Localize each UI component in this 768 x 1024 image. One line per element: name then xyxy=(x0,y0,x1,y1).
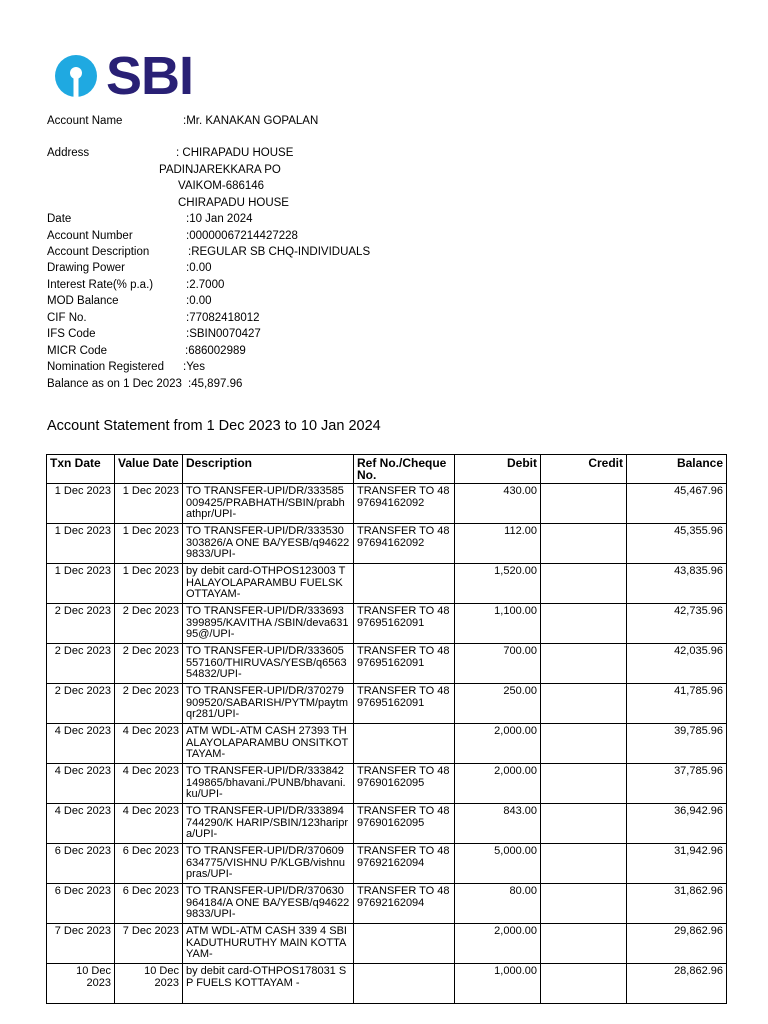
txn-date-cell xyxy=(47,684,115,724)
interest-rate-value: :2.7000 xyxy=(186,279,225,291)
balance-text: 36,942.96 xyxy=(674,806,723,817)
debit-cell xyxy=(455,524,541,564)
value-date-text: 6 Dec 2023 xyxy=(122,886,179,897)
credit-text xyxy=(544,886,623,921)
txn-date-text: 6 Dec 2023 xyxy=(54,846,111,857)
debit-text: 843.00 xyxy=(503,806,537,817)
txn-date-cell xyxy=(47,644,115,684)
description-text: TO TRANSFER-UPI/DR/333693399895/KAVITHA /SBIN/deva63195@/UPI- xyxy=(186,606,349,640)
account-name-value: :Mr. KANAKAN GOPALAN xyxy=(183,115,319,127)
ref-no-text: TRANSFER TO 4897692162094 xyxy=(357,846,450,869)
value-date-cell xyxy=(115,844,183,884)
table-row xyxy=(47,644,727,684)
balance-cell xyxy=(627,484,727,524)
txn-date-text: 10 Dec 2023 xyxy=(76,966,111,989)
credit-cell xyxy=(541,884,627,924)
ref-no-text: TRANSFER TO 4897695162091 xyxy=(357,686,450,709)
description-cell xyxy=(183,684,354,724)
debit-text: 80.00 xyxy=(509,886,537,897)
balance-cell xyxy=(627,884,727,924)
credit-text xyxy=(544,606,623,641)
table-row xyxy=(47,804,727,844)
ref-no-cell xyxy=(354,564,455,604)
balance-cell xyxy=(627,804,727,844)
address-label: Address xyxy=(47,147,90,159)
description-text: TO TRANSFER-UPI/DR/333530303826/A ONE BA/YESB/q946229833/UPI- xyxy=(186,526,350,560)
sbi-logo-text: SBI xyxy=(106,46,194,106)
value-date-text: 7 Dec 2023 xyxy=(122,926,179,937)
value-date-text: 1 Dec 2023 xyxy=(122,526,179,537)
ref-no-text xyxy=(357,566,451,601)
table-row xyxy=(47,964,727,1004)
opening-balance-value: :45,897.96 xyxy=(188,378,243,390)
description-cell xyxy=(183,964,354,1004)
description-cell xyxy=(183,764,354,804)
ref-no-cell xyxy=(354,924,455,964)
table-row xyxy=(47,684,727,724)
txn-date-text: 1 Dec 2023 xyxy=(54,486,111,497)
balance-text: 41,785.96 xyxy=(674,686,723,697)
debit-text: 700.00 xyxy=(503,646,537,657)
ref-no-cell xyxy=(354,644,455,684)
credit-cell xyxy=(541,804,627,844)
transactions-body xyxy=(47,484,727,1004)
mod-balance-label: MOD Balance xyxy=(47,295,119,307)
txn-date-text: 2 Dec 2023 xyxy=(54,686,111,697)
txn-date-text: 2 Dec 2023 xyxy=(54,606,111,617)
ref-no-text: TRANSFER TO 4897694162092 xyxy=(357,526,450,549)
credit-text xyxy=(544,686,623,721)
balance-cell xyxy=(627,764,727,804)
credit-text xyxy=(544,726,623,761)
header-txn-date: Txn Date xyxy=(47,455,115,484)
description-text: ATM WDL-ATM CASH 339 4 SBI KADUTHURUTHY MAIN KOTTAYAM- xyxy=(186,926,347,960)
credit-text xyxy=(544,486,623,521)
debit-cell xyxy=(455,564,541,604)
value-date-text: 4 Dec 2023 xyxy=(122,766,179,777)
table-row xyxy=(47,564,727,604)
ref-no-text: TRANSFER TO 4897695162091 xyxy=(357,606,450,629)
value-date-cell xyxy=(115,484,183,524)
credit-text xyxy=(544,926,623,961)
debit-cell xyxy=(455,804,541,844)
ref-no-text xyxy=(357,966,451,1001)
debit-text: 250.00 xyxy=(503,686,537,697)
debit-cell xyxy=(455,724,541,764)
value-date-cell xyxy=(115,524,183,564)
description-cell xyxy=(183,844,354,884)
txn-date-cell xyxy=(47,964,115,1004)
credit-cell xyxy=(541,484,627,524)
value-date-text: 1 Dec 2023 xyxy=(122,566,179,577)
txn-date-text: 4 Dec 2023 xyxy=(54,766,111,777)
ref-no-text: TRANSFER TO 4897690162095 xyxy=(357,766,450,789)
credit-cell xyxy=(541,644,627,684)
value-date-text: 4 Dec 2023 xyxy=(122,806,179,817)
opening-balance-label: Balance as on 1 Dec 2023 xyxy=(47,378,182,390)
value-date-cell xyxy=(115,924,183,964)
address-line-4: CHIRAPADU HOUSE xyxy=(178,197,289,209)
debit-cell xyxy=(455,764,541,804)
txn-date-cell xyxy=(47,844,115,884)
credit-text xyxy=(544,566,623,601)
credit-cell xyxy=(541,524,627,564)
value-date-text: 6 Dec 2023 xyxy=(122,846,179,857)
description-text: TO TRANSFER-UPI/DR/370630964184/A ONE BA/YESB/q946229833/UPI- xyxy=(186,886,350,920)
ref-no-text: TRANSFER TO 4897694162092 xyxy=(357,486,450,509)
txn-date-cell xyxy=(47,724,115,764)
value-date-cell xyxy=(115,724,183,764)
balance-text: 31,942.96 xyxy=(674,846,723,857)
address-line-1: : CHIRAPADU HOUSE xyxy=(176,147,294,159)
value-date-cell xyxy=(115,564,183,604)
debit-cell xyxy=(455,604,541,644)
table-row xyxy=(47,764,727,804)
account-number-label: Account Number xyxy=(47,230,133,242)
balance-text: 45,355.96 xyxy=(674,526,723,537)
description-text: by debit card-OTHPOS123003 THALAYOLAPARAMBU FUELSKOTTAYAM- xyxy=(186,566,346,600)
micr-code-value: :686002989 xyxy=(185,345,246,357)
ifs-code-value: :SBIN0070427 xyxy=(186,328,261,340)
balance-text: 39,785.96 xyxy=(674,726,723,737)
credit-text xyxy=(544,766,623,801)
value-date-text: 4 Dec 2023 xyxy=(122,726,179,737)
ref-no-cell xyxy=(354,804,455,844)
credit-cell xyxy=(541,844,627,884)
header-debit: Debit xyxy=(455,455,541,484)
header-value-date: Value Date xyxy=(115,455,183,484)
description-cell xyxy=(183,924,354,964)
value-date-cell xyxy=(115,884,183,924)
ref-no-cell xyxy=(354,684,455,724)
table-header-row xyxy=(47,455,727,484)
value-date-text: 2 Dec 2023 xyxy=(122,646,179,657)
ref-no-text: TRANSFER TO 4897692162094 xyxy=(357,886,450,909)
address-line-3: VAIKOM-686146 xyxy=(178,180,265,192)
value-date-cell xyxy=(115,644,183,684)
balance-text: 42,735.96 xyxy=(674,606,723,617)
debit-cell xyxy=(455,484,541,524)
credit-cell xyxy=(541,924,627,964)
txn-date-cell xyxy=(47,924,115,964)
header-balance: Balance xyxy=(627,455,727,484)
debit-text: 430.00 xyxy=(503,486,537,497)
credit-cell xyxy=(541,724,627,764)
debit-text: 5,000.00 xyxy=(494,846,537,857)
txn-date-text: 2 Dec 2023 xyxy=(54,646,111,657)
credit-cell xyxy=(541,564,627,604)
balance-text: 31,862.96 xyxy=(674,886,723,897)
credit-text xyxy=(544,646,623,681)
debit-text: 1,520.00 xyxy=(494,566,537,577)
description-text: TO TRANSFER-UPI/DR/370609634775/VISHNU P/KLGB/vishnupras/UPI- xyxy=(186,846,345,880)
balance-cell xyxy=(627,564,727,604)
ref-no-cell xyxy=(354,724,455,764)
balance-cell xyxy=(627,844,727,884)
txn-date-cell xyxy=(47,764,115,804)
account-number-value: :00000067214427228 xyxy=(186,230,298,242)
header-credit: Credit xyxy=(541,455,627,484)
credit-text xyxy=(544,806,623,841)
balance-text: 37,785.96 xyxy=(674,766,723,777)
ref-no-text: TRANSFER TO 4897695162091 xyxy=(357,646,450,669)
table-row xyxy=(47,524,727,564)
debit-text: 112.00 xyxy=(504,526,537,537)
value-date-text: 2 Dec 2023 xyxy=(122,606,179,617)
table-row xyxy=(47,884,727,924)
balance-text: 29,862.96 xyxy=(674,926,723,937)
mod-balance-value: :0.00 xyxy=(186,295,212,307)
description-text: TO TRANSFER-UPI/DR/333605557160/THIRUVAS/YESB/q656354832/UPI- xyxy=(186,646,347,680)
ref-no-cell xyxy=(354,604,455,644)
debit-cell xyxy=(455,964,541,1004)
description-cell xyxy=(183,604,354,644)
txn-date-text: 4 Dec 2023 xyxy=(54,806,111,817)
cif-label: CIF No. xyxy=(47,312,87,324)
transactions-table xyxy=(46,454,727,1004)
value-date-cell xyxy=(115,764,183,804)
date-label: Date xyxy=(47,213,72,225)
header-ref-no: Ref No./Cheque No. xyxy=(354,455,455,484)
table-row xyxy=(47,604,727,644)
nomination-label: Nomination Registered xyxy=(47,361,164,373)
date-value: :10 Jan 2024 xyxy=(186,213,253,225)
credit-text xyxy=(544,526,623,561)
ref-no-text xyxy=(357,926,451,961)
balance-text: 45,467.96 xyxy=(674,486,723,497)
value-date-cell xyxy=(115,964,183,1004)
balance-cell xyxy=(627,724,727,764)
description-cell xyxy=(183,724,354,764)
ref-no-text: TRANSFER TO 4897690162095 xyxy=(357,806,450,829)
debit-cell xyxy=(455,924,541,964)
debit-cell xyxy=(455,844,541,884)
description-text: TO TRANSFER-UPI/DR/370279909520/SABARISH/PYTM/paytmqr281/UPI- xyxy=(186,686,349,720)
address-line-2: PADINJAREKKARA PO xyxy=(159,164,281,176)
debit-text: 1,100.00 xyxy=(494,606,537,617)
debit-text: 2,000.00 xyxy=(494,766,537,777)
account-description-label: Account Description xyxy=(47,246,150,258)
description-cell xyxy=(183,804,354,844)
credit-cell xyxy=(541,684,627,724)
drawing-power-label: Drawing Power xyxy=(47,262,125,274)
value-date-cell xyxy=(115,804,183,844)
cif-value: :77082418012 xyxy=(186,312,260,324)
sbi-logo xyxy=(54,46,194,106)
description-cell xyxy=(183,644,354,684)
nomination-value: :Yes xyxy=(183,361,205,373)
credit-cell xyxy=(541,964,627,1004)
table-row xyxy=(47,844,727,884)
debit-text: 2,000.00 xyxy=(494,926,537,937)
txn-date-cell xyxy=(47,804,115,844)
balance-cell xyxy=(627,604,727,644)
balance-cell xyxy=(627,924,727,964)
txn-date-text: 1 Dec 2023 xyxy=(54,566,111,577)
account-name-label: Account Name xyxy=(47,115,123,127)
balance-text: 28,862.96 xyxy=(674,966,723,977)
table-row xyxy=(47,484,727,524)
txn-date-text: 7 Dec 2023 xyxy=(54,926,111,937)
debit-cell xyxy=(455,884,541,924)
description-text: TO TRANSFER-UPI/DR/333842149865/bhavani./PUNB/bhavani.ku/UPI- xyxy=(186,766,346,800)
ref-no-text xyxy=(357,726,451,761)
value-date-cell xyxy=(115,604,183,644)
ref-no-cell xyxy=(354,844,455,884)
value-date-text: 1 Dec 2023 xyxy=(122,486,179,497)
ifs-code-label: IFS Code xyxy=(47,328,96,340)
account-description-value: :REGULAR SB CHQ-INDIVIDUALS xyxy=(188,246,371,258)
value-date-text: 2 Dec 2023 xyxy=(122,686,179,697)
description-text: ATM WDL-ATM CASH 27393 THALAYOLAPARAMBU ONSITKOTTAYAM- xyxy=(186,726,349,760)
value-date-text: 10 Dec 2023 xyxy=(144,966,179,989)
debit-cell xyxy=(455,684,541,724)
txn-date-cell xyxy=(47,524,115,564)
txn-date-cell xyxy=(47,884,115,924)
balance-cell xyxy=(627,684,727,724)
ref-no-cell xyxy=(354,964,455,1004)
table-row xyxy=(47,724,727,764)
interest-rate-label: Interest Rate(% p.a.) xyxy=(47,279,154,291)
credit-text xyxy=(544,966,623,1001)
header-description: Description xyxy=(183,455,354,484)
credit-cell xyxy=(541,764,627,804)
drawing-power-value: :0.00 xyxy=(186,262,212,274)
description-text: by debit card-OTHPOS178031 SP FUELS KOTTAYAM - xyxy=(186,966,347,989)
description-cell xyxy=(183,524,354,564)
description-cell xyxy=(183,484,354,524)
txn-date-text: 1 Dec 2023 xyxy=(54,526,111,537)
debit-text: 2,000.00 xyxy=(494,726,537,737)
ref-no-cell xyxy=(354,764,455,804)
txn-date-text: 6 Dec 2023 xyxy=(54,886,111,897)
table-row xyxy=(47,924,727,964)
ref-no-cell xyxy=(354,484,455,524)
ref-no-cell xyxy=(354,884,455,924)
ref-no-cell xyxy=(354,524,455,564)
balance-text: 43,835.96 xyxy=(674,566,723,577)
balance-cell xyxy=(627,524,727,564)
txn-date-text: 4 Dec 2023 xyxy=(54,726,111,737)
description-text: TO TRANSFER-UPI/DR/333585009425/PRABHATH/SBIN/prabhathpr/UPI- xyxy=(186,486,345,520)
debit-cell xyxy=(455,644,541,684)
description-cell xyxy=(183,564,354,604)
txn-date-cell xyxy=(47,484,115,524)
credit-cell xyxy=(541,604,627,644)
balance-text: 42,035.96 xyxy=(674,646,723,657)
value-date-cell xyxy=(115,684,183,724)
txn-date-cell xyxy=(47,564,115,604)
credit-text xyxy=(544,846,623,881)
debit-text: 1,000.00 xyxy=(494,966,537,977)
description-text: TO TRANSFER-UPI/DR/333894744290/K HARIP/SBIN/123haripra/UPI- xyxy=(186,806,349,840)
description-cell xyxy=(183,884,354,924)
sbi-keyhole-icon xyxy=(54,54,98,98)
txn-date-cell xyxy=(47,604,115,644)
balance-cell xyxy=(627,964,727,1004)
statement-title: Account Statement from 1 Dec 2023 to 10 Jan 2024 xyxy=(47,418,381,434)
micr-code-label: MICR Code xyxy=(47,345,108,357)
balance-cell xyxy=(627,644,727,684)
